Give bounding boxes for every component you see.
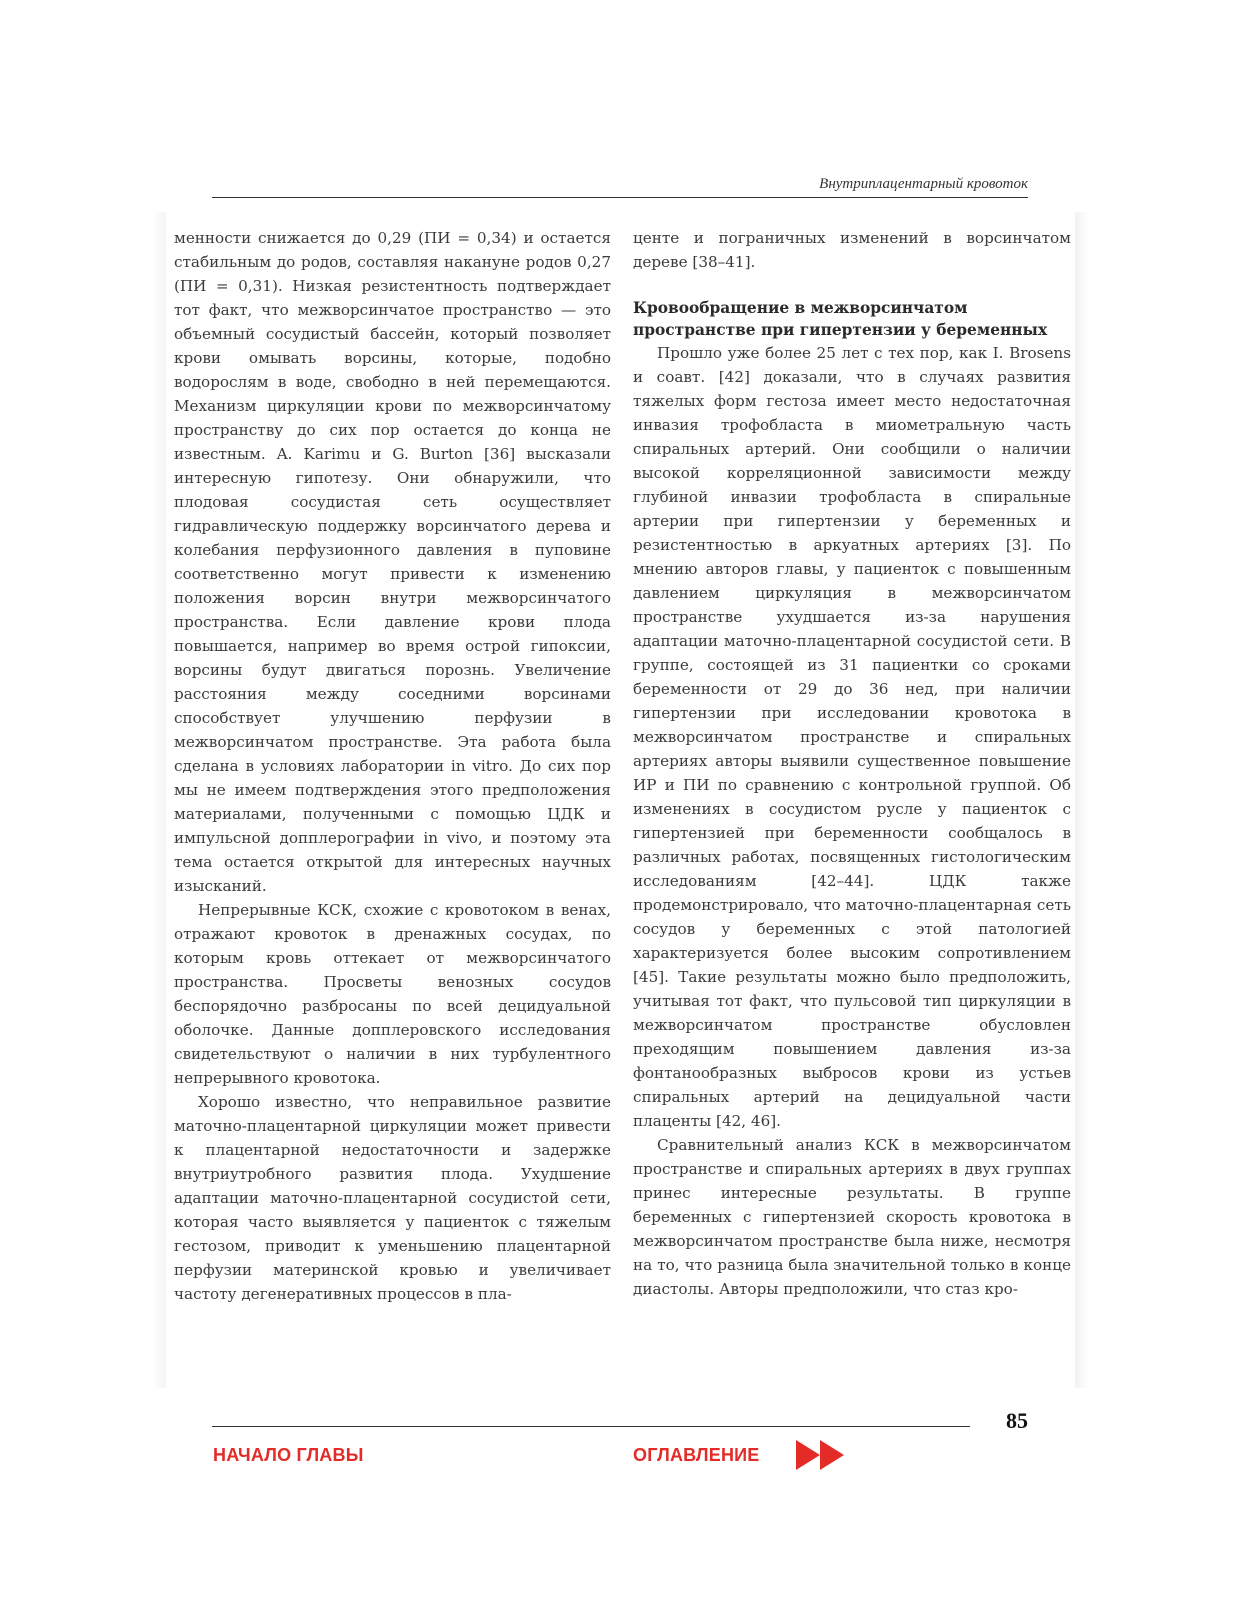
right-column (633, 226, 1071, 1301)
paragraph: центе и пограничных изменений в ворсинчатом дереве [38–41]. (633, 229, 1071, 271)
table-of-contents-link[interactable]: ОГЛАВЛЕНИЕ (633, 1445, 760, 1465)
page-shadow-right (1075, 212, 1089, 1388)
chapter-start-link[interactable]: НАЧАЛО ГЛАВЫ (213, 1445, 364, 1465)
page-shadow-left (152, 212, 166, 1388)
paragraph: Непрерывные КСК, схожие с кровотоком в венах, отражают кровоток в дренажных сосудах, по которым кровь оттекает от межворсинчатого пространства. Просветы венозных сосудов беспорядочно разбросаны по всей децидуальной оболочке. Данные допплеровского исследования свидетельствуют о наличии в них турбулентного непрерывного кровотока. (174, 901, 611, 1087)
double-right-arrow-icon[interactable] (796, 1440, 848, 1470)
paragraph: Хорошо известно, что неправильное развитие маточно-плацентарной циркуляции может привести к плацентарной недостаточности и задержке внутриутробного развития плода. Ухудшение адаптации маточно-плацентарной сосудистой сети, которая часто выявляется у пациенток с тяжелым гестозом, приводит к уменьшению плацентарной перфузии материнской кровью и увеличивает частоту дегенеративных процессов в пла- (174, 1093, 611, 1303)
paragraph: Прошло уже более 25 лет с тех пор, как I. Brosens и соавт. [42] доказали, что в случаях развития тяжелых форм гестоза имеет место недостаточная инвазия трофобласта в миометральную часть спиральных артерий. Они сообщили о наличии высокой корреляционной зависимости между глубиной инвазии трофобласта в спиральные артерии при гипертензии у беременных и резистентностью в аркуатных артериях [3]. По мнению авторов главы, у пациенток с повышенным давлением циркуляция в межворсинчатом пространстве ухудшается из-за нарушения адаптации маточно-плацентарной сосудистой сети. В группе, состоящей из 31 пациентки со сроками беременности от 29 до 36 нед, при наличии гипертензии при исследовании кровотока в межворсинчатом пространстве и спиральных артериях авторы выявили существенное повышение ИР и ПИ по сравнению с контрольной группой. Об изменениях в сосудистом русле у пациенток с гипертензией при беременности сообщалось в различных работах, посвященных гистологическим исследованиям [42–44]. ЦДК также продемонстрировало, что маточно-плацентарная сеть сосудов у беременных с этой патологией характеризуется более высоким сопротивлением [45]. Такие результаты можно было предположить, учитывая тот факт, что пульсовой тип циркуляции в межворсинчатом пространстве обусловлен преходящим повышением давления из-за фонтанообразных выбросов крови из устьев спиральных артерий на децидуальной части плаценты [42, 46]. (633, 344, 1071, 1130)
page-number: 85 (1006, 1408, 1028, 1433)
section-heading: Кровообращение в межворсинчатом пространстве при гипертензии у беременных (633, 299, 1048, 339)
footer-divider (212, 1426, 970, 1427)
running-head: Внутриплацентарный кровоток (819, 176, 1028, 192)
paragraph: Сравнительный анализ КСК в межворсинчатом пространстве и спиральных артериях в двух группах принес интересные результаты. В группе беременных с гипертензией скорость кровотока в межворсинчатом пространстве была ниже, несмотря на то, что разница была значительной только в конце диастолы. Авторы предположили, что стаз кро- (633, 1136, 1071, 1298)
left-column (174, 226, 611, 1306)
header-divider (212, 197, 1028, 198)
paragraph: менности снижается до 0,29 (ПИ = 0,34) и остается стабильным до родов, составляя накануне родов 0,27 (ПИ = 0,31). Низкая резистентность подтверждает тот факт, что межворсинчатое пространство — это объемный сосудистый бассейн, который позволяет крови омывать ворсины, которые, подобно водорослям в воде, свободно в ней перемещаются. Механизм циркуляции крови по межворсинчатому пространству до сих пор остается до конца не известным. A. Karimu и G. Burton [36] высказали интересную гипотезу. Они обнаружили, что плодовая сосудистая сеть осуществляет гидравлическую поддержку ворсинчатого дерева и колебания перфузионного давления в пуповине соответственно могут привести к изменению положения ворсин внутри межворсинчатого пространства. Если давление крови плода повышается, например во время острой гипоксии, ворсины будут двигаться порознь. Увеличение расстояния между соседними ворсинами способствует улучшению перфузии в межворсинчатом пространстве. Эта работа была сделана в условиях лаборатории in vitro. До сих пор мы не имеем подтверждения этого предположения материалами, полученными с помощью ЦДК и импульсной допплерографии in vivo, и поэтому эта тема остается открытой для интересных научных изысканий. (174, 229, 611, 895)
